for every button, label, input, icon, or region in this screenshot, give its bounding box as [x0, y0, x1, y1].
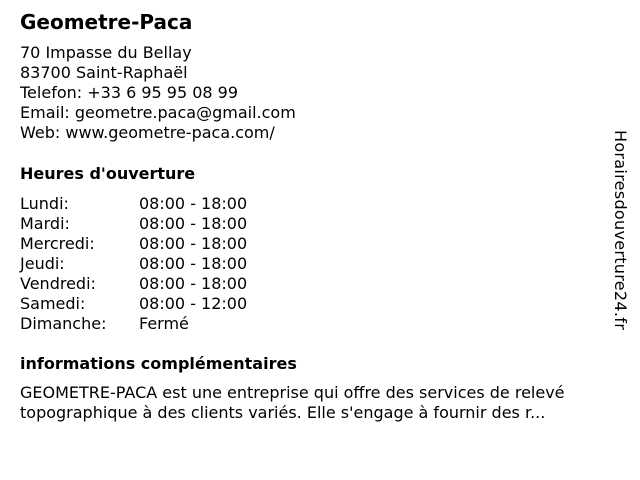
day-label: Dimanche:: [20, 314, 107, 333]
time-value: 08:00 - 18:00: [139, 254, 248, 273]
hours-row-sunday: [20, 314, 320, 334]
time-value: 08:00 - 18:00: [139, 214, 248, 233]
day-label: Mardi:: [20, 214, 70, 233]
website-url: Web: www.geometre-paca.com/: [20, 123, 275, 142]
opening-hours-table: [20, 194, 320, 334]
day-label: Samedi:: [20, 294, 86, 313]
description-line: GEOMETRE-PACA est une entreprise qui offre des services de relevé: [20, 383, 565, 402]
time-value: 08:00 - 18:00: [139, 194, 248, 213]
hours-row-monday: [20, 194, 320, 214]
day-label: Jeudi:: [20, 254, 65, 273]
hours-row-saturday: [20, 294, 320, 314]
description-line: topographique à des clients variés. Elle s'engage à fournir des r...: [20, 403, 546, 422]
opening-hours-heading: Heures d'ouverture: [20, 164, 196, 183]
address-city: 83700 Saint-Raphaël: [20, 63, 188, 82]
time-value: 08:00 - 18:00: [139, 274, 248, 293]
hours-row-friday: [20, 274, 320, 294]
business-name: Geometre-Paca: [20, 10, 193, 34]
watermark-text: Horairesdouverture24.fr: [611, 130, 630, 331]
day-label: Lundi:: [20, 194, 69, 213]
additional-info-heading: informations complémentaires: [20, 354, 297, 373]
time-value: 08:00 - 12:00: [139, 294, 248, 313]
day-label: Mercredi:: [20, 234, 95, 253]
address-street: 70 Impasse du Bellay: [20, 43, 192, 62]
phone-number: Telefon: +33 6 95 95 08 99: [20, 83, 239, 102]
time-value: 08:00 - 18:00: [139, 234, 248, 253]
day-label: Vendredi:: [20, 274, 96, 293]
hours-row-wednesday: [20, 234, 320, 254]
contact-block: [20, 43, 296, 143]
site-watermark: [600, 130, 640, 350]
business-description: [20, 383, 610, 423]
hours-row-thursday: [20, 254, 320, 274]
email-address: Email: geometre.paca@gmail.com: [20, 103, 296, 122]
hours-row-tuesday: [20, 214, 320, 234]
time-value: Fermé: [139, 314, 189, 333]
